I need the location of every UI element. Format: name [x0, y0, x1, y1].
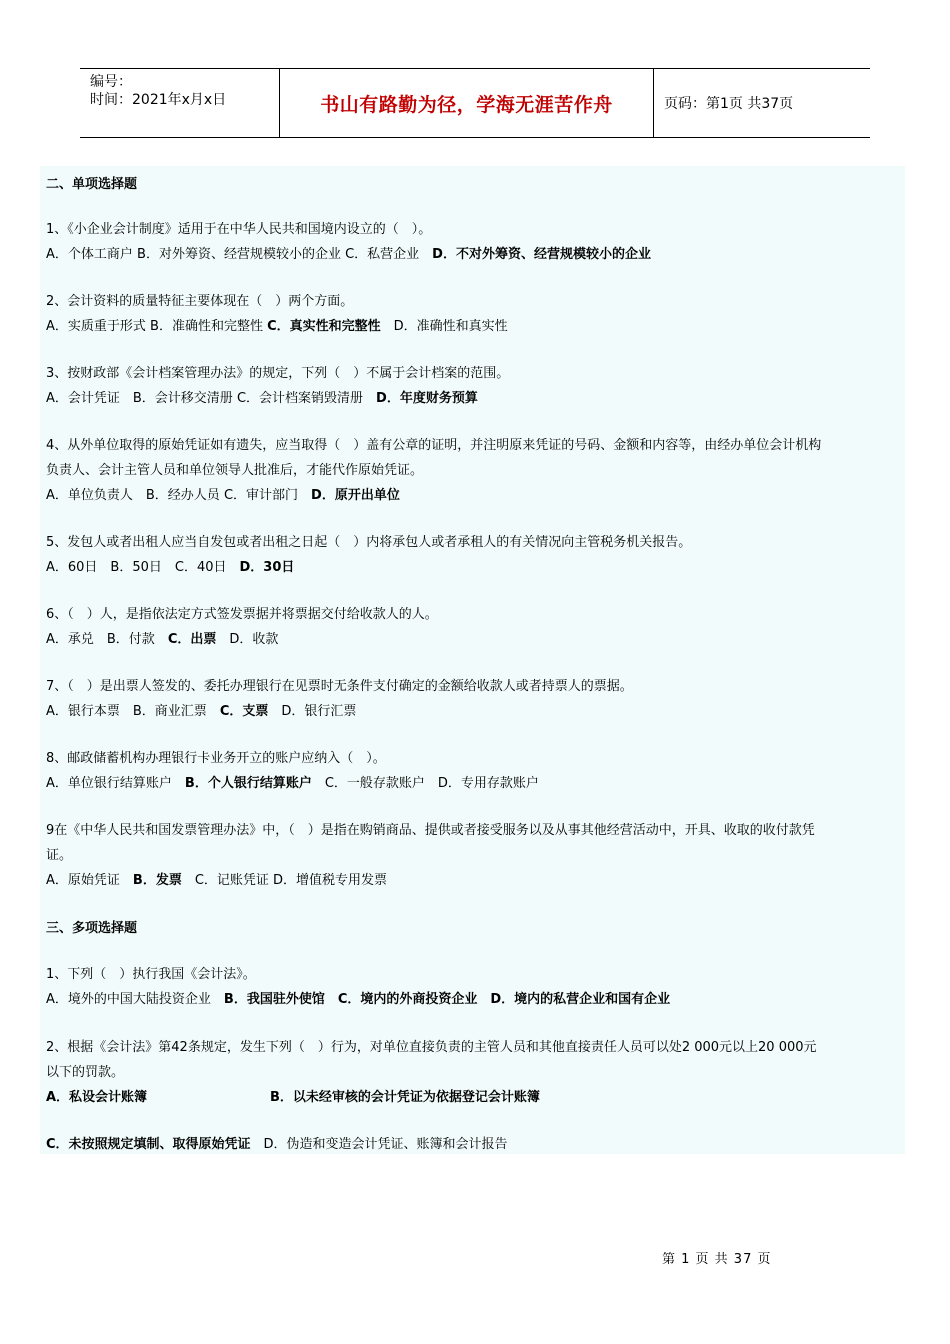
question-stem: 8、邮政储蓄机构办理银行卡业务开立的账户应纳入（ ）。	[46, 751, 386, 766]
options-plain: A．个体工商户 B．对外筹资、经营规模较小的企业 C．私营企业	[46, 247, 433, 262]
answer-option: B．个人银行结算账户	[184, 776, 312, 791]
document-header	[80, 68, 870, 138]
options-plain: A．境外的中国大陆投资企业	[46, 992, 224, 1007]
question-options	[46, 1133, 508, 1152]
options-plain: D．伪造和变造会计凭证、账簿和会计报告	[250, 1137, 508, 1152]
options-plain: D．准确性和真实性	[380, 319, 508, 334]
question-options	[46, 315, 508, 334]
options-plain: C．一般存款账户 D．专用存款账户	[311, 776, 539, 791]
question-options	[46, 700, 356, 719]
question-options	[46, 628, 278, 647]
question-options	[46, 988, 670, 1007]
options-plain: A．会计凭证 B．会计移交清册 C．会计档案销毁清册	[46, 391, 377, 406]
header-meta-cell	[80, 69, 280, 137]
answer-option: C．未按照规定填制、取得原始凭证	[46, 1137, 251, 1152]
options-plain: D．收款	[216, 632, 279, 647]
question-stem: 4、从外单位取得的原始凭证如有遗失，应当取得（ ）盖有公章的证明，并注明原来凭证的号码、金额和内容等，由经办单位会计机构	[46, 438, 822, 453]
question-stem-continued: 证。	[46, 848, 73, 863]
question-options	[46, 772, 539, 791]
question-stem-continued: 以下的罚款。	[46, 1065, 125, 1080]
question-stem: 3、按财政部《会计档案管理办法》的规定，下列（ ）不属于会计档案的范围。	[46, 366, 510, 381]
question-stem-continued: 负责人、会计主管人员和单位领导人批准后，才能代作原始凭证。	[46, 463, 424, 478]
section-title-multiple-choice: 三、多项选择题	[46, 921, 138, 936]
options-plain: D．银行汇票	[268, 704, 357, 719]
question-stem: 5、发包人或者出租人应当自发包或者出租之日起（ ）内将承包人或者承租人的有关情况向主管税务机关报告。	[46, 535, 692, 550]
question-stem: 2、会计资料的质量特征主要体现在（ ）两个方面。	[46, 294, 354, 309]
options-plain: A．实质重于形式 B．准确性和完整性	[46, 319, 268, 334]
time-label: 时间：2021年x月x日	[90, 92, 227, 108]
answer-option: D．原开出单位	[311, 488, 400, 503]
options-plain: A．银行本票 B．商业汇票	[46, 704, 220, 719]
question-options	[46, 556, 294, 575]
question-stem: 9在《中华人民共和国发票管理办法》中，（ ）是指在购销商品、提供或者接受服务以及从事其他经营活动中，开具、收取的收付款凭	[46, 823, 815, 838]
question-options	[46, 869, 387, 888]
answer-option: B．我国驻外使馆 C．境内的外商投资企业 D．境内的私营企业和国有企业	[223, 992, 671, 1007]
section-title-single-choice: 二、单项选择题	[46, 177, 138, 192]
header-motto: 书山有路勤为径，学海无涯苦作舟	[280, 69, 654, 137]
answer-option: C．出票	[167, 632, 217, 647]
answer-option: A．私设会计账簿	[46, 1090, 148, 1105]
question-options	[46, 484, 400, 503]
options-plain: A．单位负责人 B．经办人员 C．审计部门	[46, 488, 312, 503]
options-plain: A．单位银行结算账户	[46, 776, 185, 791]
answer-option: C．真实性和完整性	[267, 319, 381, 334]
options-plain: A．承兑 B．付款	[46, 632, 168, 647]
question-stem: 2、根据《会计法》第42条规定，发生下列（ ）行为，对单位直接负责的主管人员和其他直接责任人员可以处2 000元以上20 000元	[46, 1040, 817, 1055]
number-label: 编号：	[90, 74, 132, 90]
question-stem: 1、下列（ ）执行我国《会计法》。	[46, 967, 256, 982]
answer-option: B．以未经审核的会计凭证为依据登记会计账簿	[270, 1090, 540, 1105]
options-plain: A．原始凭证	[46, 873, 133, 888]
options-plain: A．60日 B．50日 C．40日	[46, 560, 240, 575]
answer-option: D．30日	[239, 560, 295, 575]
question-content	[40, 166, 905, 1154]
question-options	[46, 387, 478, 406]
question-stem: 6、（ ）人，是指依法定方式签发票据并将票据交付给收款人的人。	[46, 607, 438, 622]
options-plain: C．记账凭证 D．增值税专用发票	[181, 873, 388, 888]
header-page-label: 页码：第1页 共37页	[664, 96, 794, 112]
question-options	[46, 243, 651, 262]
answer-option: B．发票	[132, 873, 182, 888]
answer-option: D．年度财务预算	[376, 391, 478, 406]
question-stem: 1、《小企业会计制度》适用于在中华人民共和国境内设立的（ ）。	[46, 222, 432, 237]
answer-option: C．支票	[219, 704, 269, 719]
question-stem: 7、（ ）是出票人签发的、委托办理银行在见票时无条件支付确定的金额给收款人或者持票人的票据。	[46, 679, 633, 694]
page-footer: 第 1 页 共 37 页	[662, 1252, 772, 1267]
answer-option: D．不对外筹资、经营规模较小的企业	[432, 247, 651, 262]
